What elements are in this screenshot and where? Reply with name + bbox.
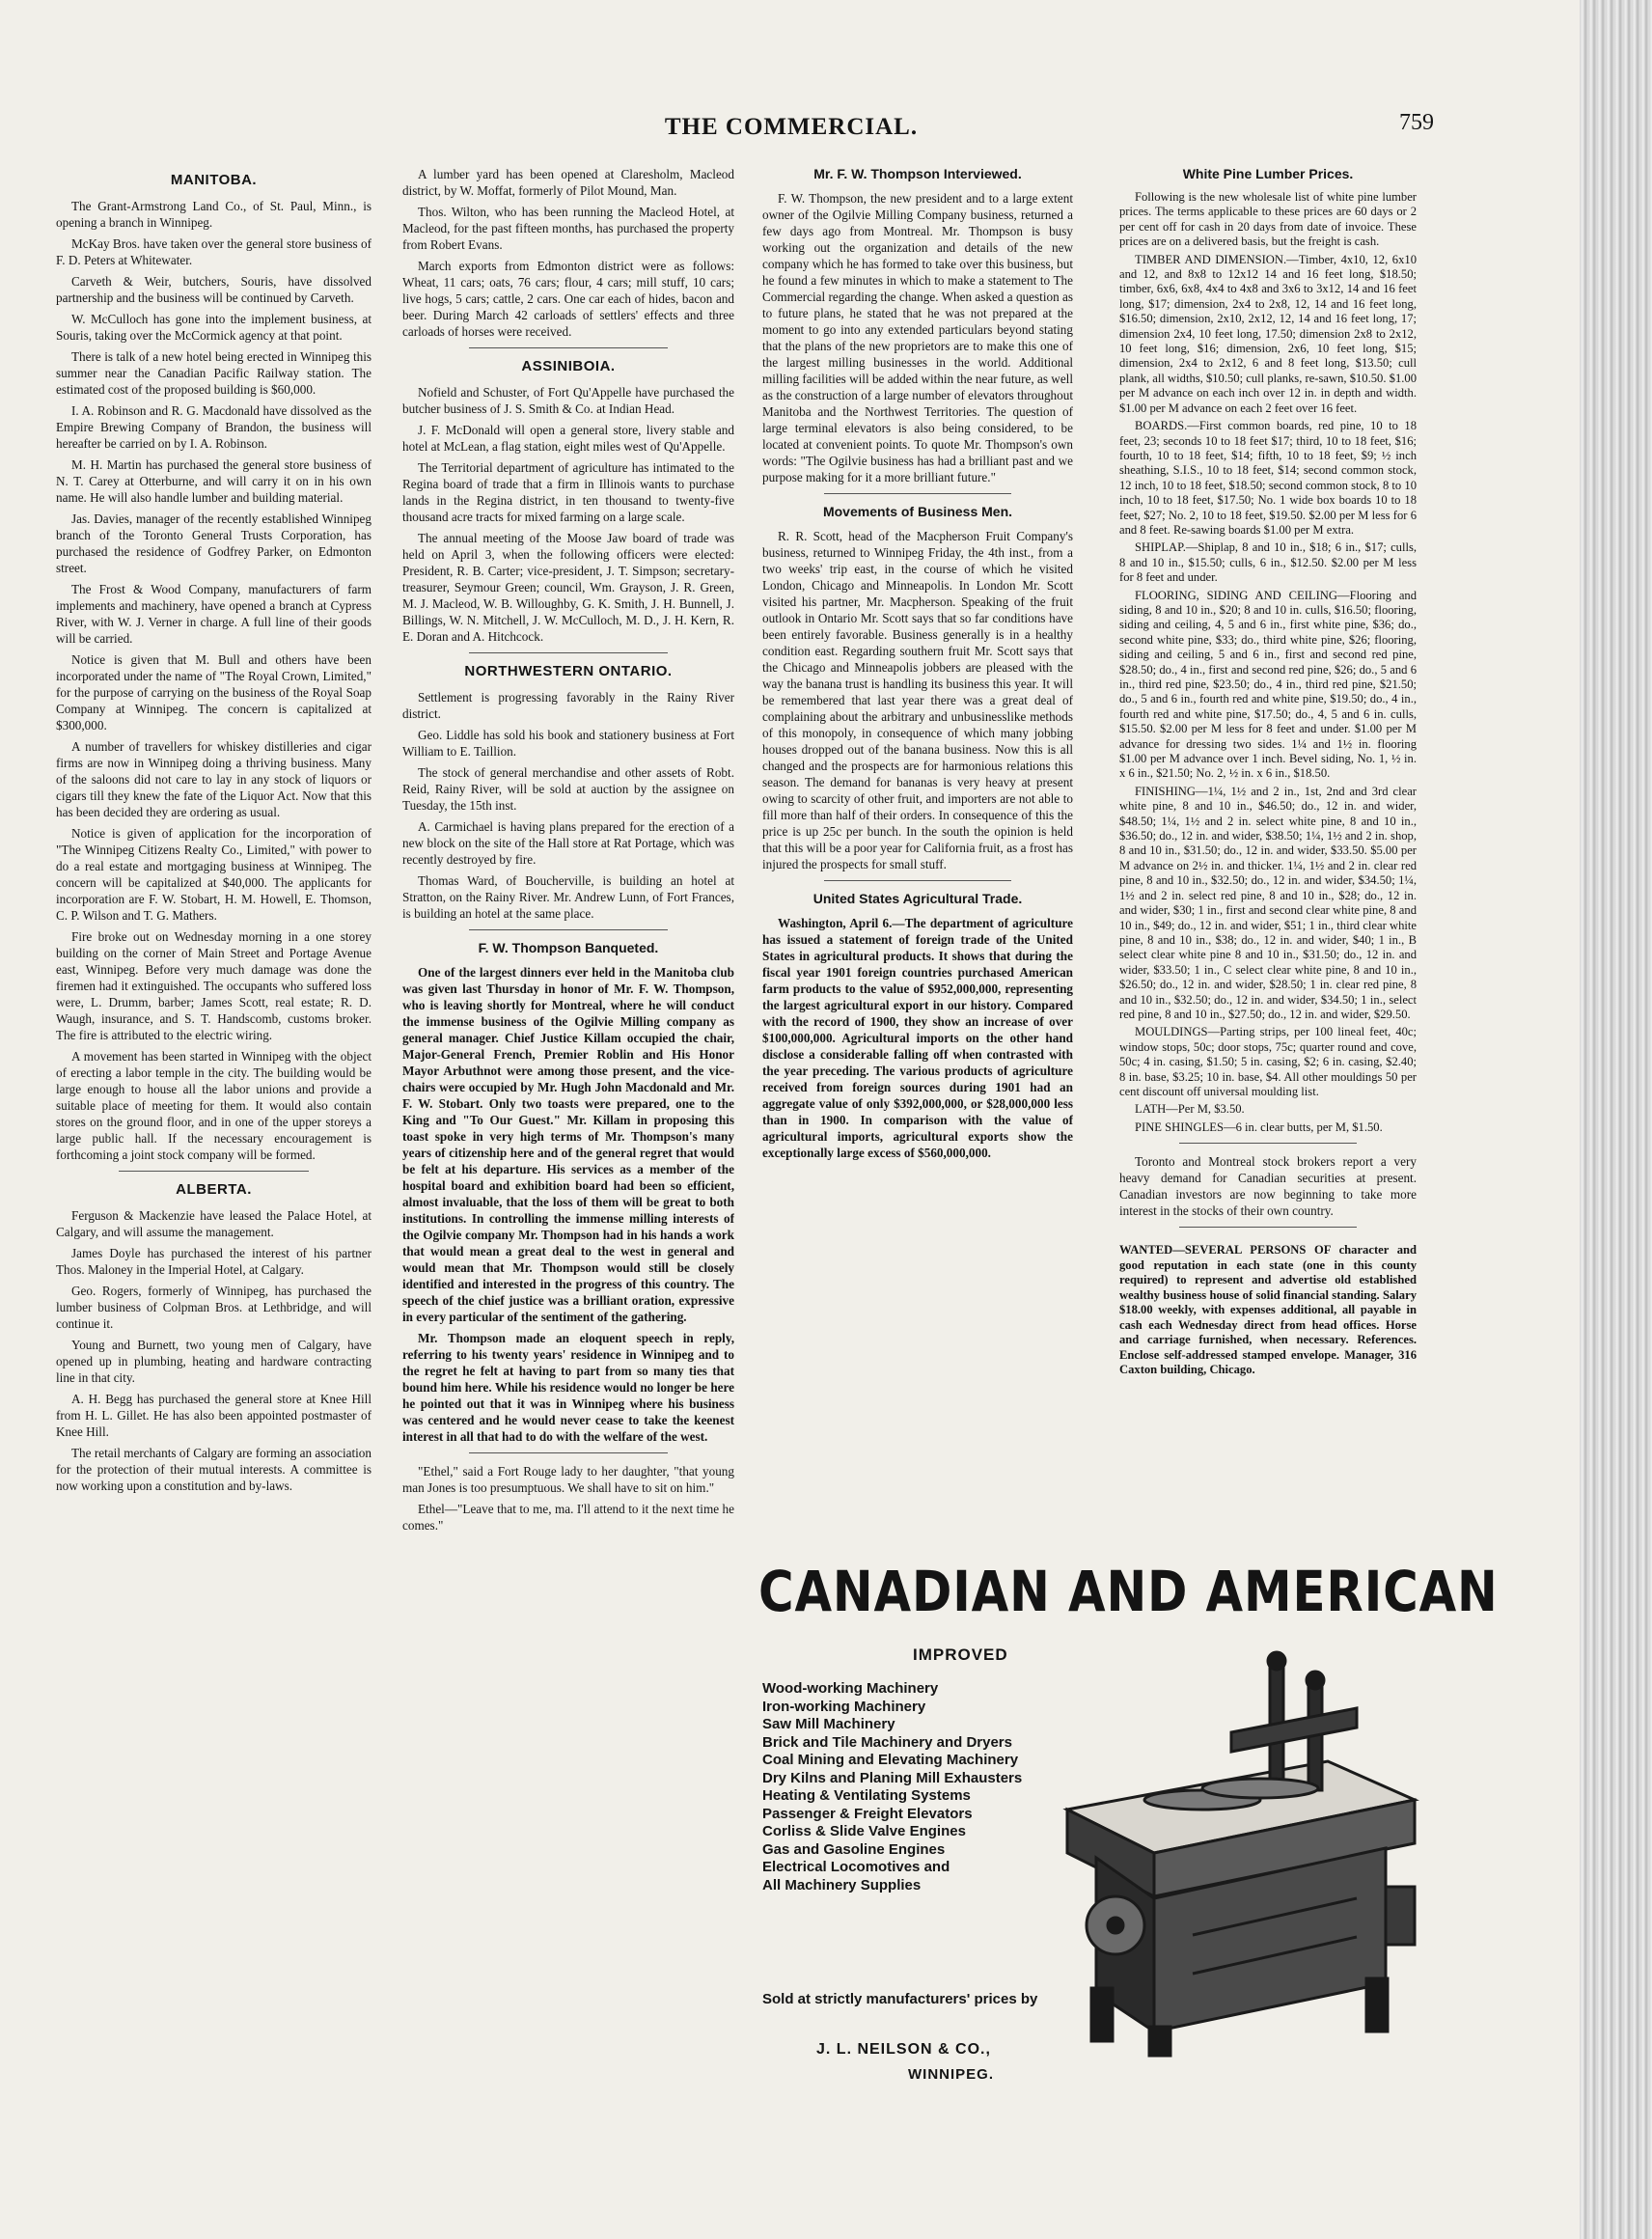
article-paragraph: A number of travellers for whiskey distilleries and cigar firms are now in Winnipeg doing a thriving business. Many of the saloons did not care to lay in any stock of liquors or cigars till they knew the fate of the Liquor Act. Now that this has been decided they are ordering as usual. [56,739,372,819]
price-paragraph: FINISHING—1¼, 1½ and 2 in., 1st, 2nd and 3rd clear white pine, 8 and 10 in., $46.50; do., 12 in. and wider, $48.50; 1¼, 1½ and 2 in. select white pine, 8 and 10 in., $36.50; do., 12 in. and wider, $38.50; 1¼, 1½ and 2 in. shop, 8 and 10 in., $31.50; do., 12 in. and wider, $33.50. $5.00 per M advance on 2½ in. and thicker. 1¼, 1½ and 2 in. clear red pine, 8 and 10 in., $32.50; do., 12 in. and wider, $34.50; 1¼, 1½ and 2 in. select red pine, 8 and 10 in., $28; do., 12 in. and wider, $30; 1 in., first and second clear white pine, 8 and 10 in., $49; do., 12 in. and wider, $51; 1 in., third clear white pine, 8 and 10 in., $38; do., 12 in. and wider, $40; 1 in., B select clear white pine 8 and 10 in., $31.50; do., 12 in. and wider, $33.50; 1 in., C select clear white pine, 8 and 10 in., $26.50; do., 12 in. and wider, $28.50; 1 in. clear red pine, 8 and 10 in., $32.50; do., 12 in. and wider, $34.50; 1 in., select red pine, 8 and 10 in., $27.50; do., 12 in. and wider, $29.50. [1119,784,1417,1021]
wanted-notice [1119,1243,1417,1378]
section-divider [824,493,1010,494]
article-paragraph: A. H. Begg has purchased the general store at Knee Hill from H. L. Gillet. He has also been appointed postmaster of Knee Hill. [56,1392,372,1439]
planing-machine-illustration [1038,1645,1424,2060]
ad-item: Gas and Gasoline Engines [762,1840,946,1858]
article-paragraph: Mr. Thompson made an eloquent speech in reply, referring to his twenty years' residence in Winnipeg and to the regret he felt at having to part from so many ties that bound him here. While his residence would no longer be here he pointed out that it was in Winnipeg where his business was centered and he would never cease to take the keenest interest in all that had to do with the welfare of the west. [402,1331,734,1444]
section-divider [1179,1227,1358,1228]
section-divider [469,1452,668,1453]
price-paragraph: TIMBER AND DIMENSION.—Timber, 4x10, 12, 6x10 and 12, and 8x8 to 12x12 14 and 16 feet long, $18.50; timber, 6x6, 6x8, 4x4 to 4x8 and 3x6 to 3x12, 14 and 16 feet long, $17; dimension, 2x4 to 2x8, 12, 14 and 16 feet long, $16.50; dimension, 2x10, 2x12, 12, 14 and 16 feet long, 17; dimension 2x4, 10 feet long, 17.50; dimension 2x8 to 2x12, 10 feet long, $16; dimension, 2x6, 10 feet long, $15; dimension, 2x4 to 2x12, 6 and 8 feet long, $13.50; cull plank, all widths, $10.50; cull planks, re-sawn, $10.50. $1.00 per M advance on each inch over 12 in. in depth and width. $1.00 per M advance on each 2 feet over 16 feet. [1119,252,1417,415]
section-heading-nw-ontario: NORTHWESTERN ONTARIO. [464,663,673,679]
article-paragraph: March exports from Edmonton district were as follows: Wheat, 11 cars; oats, 76 cars; flour, 4 cars; mill stuff, 10 cars; live hogs, 5 cars; cattle, 2 cars. One car each of hides, bacon and beer. During March 42 carloads of settlers' effects and three carloads of horses were received. [402,259,734,339]
article-paragraph: There is talk of a new hotel being erected in Winnipeg this summer near the Canadian Pacific Railway station. The estimated cost of the proposed building is $60,000. [56,349,372,397]
article-paragraph: W. McCulloch has gone into the implement business, at Souris, taking over the McCormick agency at that point. [56,312,372,343]
price-paragraph: BOARDS.—First common boards, red pine, 10 to 18 feet, 23; seconds 10 to 18 feet $17; third, 10 to 18 feet, $16; fourth, 10 to 18 feet, $14; fifth, 10 to 18 feet, $9; ½ inch sheathing, S.I.S., 10 to 18 feet, $14; second common stock, 12 inch, 10 to 18 feet, $18.50; second common stock, 8 to 10 inch, 10 to 18 feet, $17.50; No. 1 wide box boards 10 to 18 feet, $27; No. 2, 10 to 18 feet, $19.50. $2.00 per M less for 6 and 8 feet. Re-sawing boards $1.00 per M extra. [1119,419,1417,537]
article-paragraph: Ferguson & Mackenzie have leased the Palace Hotel, at Calgary, and will assume the management. [56,1208,372,1239]
ad-item: Corliss & Slide Valve Engines [762,1823,966,1839]
ad-item: Wood-working Machinery [762,1680,939,1697]
article-paragraph: The Territorial department of agriculture has intimated to the Regina board of trade that a firm in Illinois wants to purchase lands in the Regina district, in ten thousand to twenty-five thousand acre tracts for mixed farming on a large scale. [402,460,734,524]
section-heading-alberta: ALBERTA. [176,1181,252,1198]
column-2 [402,166,734,2212]
trade-article [762,915,1073,1161]
section-divider [119,1171,308,1172]
manitoba-articles [56,198,372,1163]
article-heading-trade: United States Agricultural Trade. [812,891,1023,906]
article-paragraph: Young and Burnett, two young men of Calgary, have opened up in plumbing, heating and hardware contracting line in that city. [56,1338,372,1385]
ad-item: All Machinery Supplies [762,1876,922,1893]
ad-item: Electrical Locomotives and [762,1859,950,1875]
article-paragraph: The stock of general merchandise and other assets of Robt. Reid, Rainy River, will be sold at auction by the assignee on Tuesday, the 15th inst. [402,765,734,813]
article-paragraph: M. H. Martin has purchased the general store business of N. T. Carey at Otterburne, and will carry it on in his own name. He will also handle lumber and building material. [56,457,372,505]
lumber-price-list [1119,190,1417,1135]
ad-firm-name: J. L. NEILSON & CO., [816,2041,991,2058]
column-1 [56,166,372,2212]
article-heading-movements: Movements of Business Men. [822,504,1013,519]
price-paragraph: LATH—Per M, $3.50. [1135,1102,1245,1117]
article-heading-prices: White Pine Lumber Prices. [1182,166,1354,181]
article-paragraph: Thos. Wilton, who has been running the Macleod Hotel, at Macleod, for the past fifteen months, has purchased the property from Robert Evans. [402,205,734,252]
article-paragraph: Carveth & Weir, butchers, Souris, have dissolved partnership and the business will be continued by Carveth. [56,274,372,305]
article-paragraph: Geo. Rogers, formerly of Winnipeg, has purchased the lumber business of Colpman Bros. at Lethbridge, and will continue it. [56,1284,372,1331]
price-paragraph: PINE SHINGLES—6 in. clear butts, per M, $1.50. [1135,1120,1383,1134]
ad-item: Heating & Ventilating Systems [762,1787,971,1804]
section-heading-manitoba: MANITOBA. [170,172,258,188]
section-divider [469,347,668,348]
article-paragraph: Nofield and Schuster, of Fort Qu'Appelle have purchased the butcher business of J. S. Smith & Co. at Indian Head. [402,385,734,416]
article-paragraph: Notice is given that M. Bull and others have been incorporated under the name of "The Royal Crown, Limited," for the purpose of carrying on the business of the Royal Soap Company at Winnipeg. The concern is capitalized at $300,000. [56,652,372,733]
article-paragraph: The Grant-Armstrong Land Co., of St. Paul, Minn., is opening a branch in Winnipeg. [56,199,372,230]
section-divider [1179,1143,1358,1144]
article-paragraph: Jas. Davies, manager of the recently established Winnipeg branch of the Toronto General Trusts Corporation, has purchased the residence of Godfrey Parker, on Edmonton street. [56,511,372,575]
article-paragraph: Washington, April 6.—The department of agriculture has issued a statement of foreign trade of the United States in agricultural products. It shows that during the fiscal year 1901 foreign countries purchased American farm products to the value of $952,000,000, representing the largest agricultural export in our history. Compared with the record of 1900, they show an increase of over $100,000,000. Agricultural imports on the other hand disclose a considerable falling off when contrasted with the year preceding. The various products of agriculture received from foreign sources during 1901 had an aggregate value of only $392,000,000, or $28,000,000 less than in 1900. In comparison with the value of agricultural imports, agricultural exports show the exceptionally large excess of $560,000,000. [762,916,1073,1160]
section-heading-assiniboia: ASSINIBOIA. [521,358,616,374]
column-3 [762,166,1073,1556]
price-intro: Following is the new wholesale list of white pine lumber prices. The terms applicable to these prices are 60 days or 2 per cent off for cash in 20 days from date of invoice. These prices are on a delivered basis, but the freight is cash. [1119,190,1417,249]
wanted-text: WANTED—SEVERAL PERSONS OF character and good reputation in each state (one in this county required) to represent and advertise old established wealthy business house of solid financial standing. Salary $18.00 weekly, with expenses additional, all payable in cash each Wednesday direct from head offices. Horse and carriage furnished, when necessary. References. Enclose self-addressed stamped envelope. Manager, 316 Caxton building, Chicago. [1119,1243,1417,1377]
ad-subhead: IMPROVED [913,1645,1008,1664]
article-paragraph: Settlement is progressing favorably in the Rainy River district. [402,690,734,721]
article-paragraph: James Doyle has purchased the interest of his partner Thos. Maloney in the Imperial Hotel, at Calgary. [56,1246,372,1277]
alberta-articles [56,1207,372,1494]
ad-item: Passenger & Freight Elevators [762,1805,973,1822]
ad-item-list [762,1680,1042,1894]
running-title: THE COMMERCIAL. [664,114,919,140]
article-paragraph: J. F. McDonald will open a general store, livery stable and hotel at McLean, a flag station, eight miles west of Qu'Appelle. [402,423,734,454]
article-paragraph: The Frost & Wood Company, manufacturers of farm implements and machinery, have opened a branch at Cypress River, with W. J. Verner in charge. A full line of their goods will be carried. [56,582,372,646]
article-heading-interviewed: Mr. F. W. Thompson Interviewed. [813,166,1022,181]
article-paragraph: The annual meeting of the Moose Jaw board of trade was held on April 3, when the following officers were elected: President, R. B. Carter; vice-president, J. T. Simpson; secretary-treasurer, Seymour Green; council, Wm. Grayson, J. R. Green, M. J. Macleod, W. B. Willoughby, G. K. Smith, J. H. Bunnell, J. Billings, W. N. Mitchell, J. W. McCulloch, M. D., J. H. Kern, R. E. Doran and A. Hitchcock. [402,531,734,644]
article-paragraph: F. W. Thompson, the new president and to a large extent owner of the Ogilvie Milling Company business, returned a few days ago from Montreal. Mr. Thompson is busy working out the organization and details of the new company which he has formed to take over this business, but he found a few minutes in which to make a statement to The Commercial regarding the change. When asked a question as to future plans, he stated that he was not prepared at the moment to go into any extended particulars beyond stating that the plans of the new proprietors are to make this one of the largest milling businesses in the world. Additional milling facilities will be added within the near future, as well as the construction of a large number of elevators throughout Manitoba and the Northwest Territories. The question of large terminal elevators is also being considered, to be located at convenient points. To quote Mr. Thompson's own words: "The Ogilvie business has had a brilliant past and we purpose making for it a more brilliant future." [762,191,1073,484]
article-paragraph: A movement has been started in Winnipeg with the object of erecting a labor temple in the city. The building would be large enough to house all the labor unions and provide a suitable place of meeting for them. It would also contain stores on the ground floor, and in one of the upper storeys a large public hall. If the necessary encouragement is forthcoming a joint stock company will be formed. [56,1049,372,1162]
page-number: 759 [1399,110,1434,135]
article-paragraph: A lumber yard has been opened at Claresholm, Macleod district, by W. Moffat, formerly of Pilot Mound, Man. [402,167,734,198]
section-divider [469,652,668,653]
ad-item: Coal Mining and Elevating Machinery [762,1752,1019,1768]
article-paragraph: One of the largest dinners ever held in the Manitoba club was given last Thursday in honor of Mr. F. W. Thompson, who is leaving shortly for Montreal, where he will conduct the immense business of the Ogilvie Milling company as general manager. Chief Justice Killam occupied the chair, Major-General French, Premier Roblin and His Honor Mayor Arbuthnot were among those present, and the vice-chairs were occupied by Mr. Hugh John Macdonald and Mr. F. W. Stobart. Only two toasts were prepared, one to the King and "To Our Guest." Mr. Killam in proposing this toast spoke in very high terms of Mr. Thompson's many years of citizenship here and of the general regret that would be felt at his departure. His services as a member of the hospital board and exhibition board had been so efficient, almost invaluable, that the loss of them will be great to both institutions. In controlling the immense milling interests of the Ogilvie company Mr. Thompson had in his hands a work that would mean a great deal to the west in general and would mean that Mr. Thompson would still be closely identified and interested in the progress of this country. The speech of the chief justice was a brilliant oration, expressive in every particular of the sentiment of the gathering. [402,965,734,1324]
article-paragraph: Toronto and Montreal stock brokers report a very heavy demand for Canadian securities at present. Canadian investors are now beginning to take more interest in the stocks of their own country. [1119,1154,1417,1219]
ad-headline: CANADIAN AND AMERICAN [758,1559,1499,1624]
article-paragraph: R. R. Scott, head of the Macpherson Fruit Company's business, returned to Winnipeg Friday, the 4th inst., from a two weeks' trip east, in the course of which he visited London, Chicago and Minneapolis. In London Mr. Scott visited his partner, Mr. Macpherson. Speaking of the fruit outlook in Ontario Mr. Scott says that so far conditions have been entirely favorable. Business generally is in a healthy condition east. Regarding southern fruit Mr. Scott says that the Chicago and Minneapolis jobbers are pleased with the way the banana trust is handling its business this year. It will be remembered that last year there was a great deal of complaining about the arbitrary and unbusinesslike methods of this monopoly, in consequence of which many jobbing houses dropped out of the banana business. Now this is all changed and the prospects are for harmonious relations this season. The demand for bananas is very heavy at present owing to scarcity of other fruit, and importers are not able to fill more than half of their orders. In consequence of this the price is up 25c per bunch. In the south the opinion is held that this will be a poor year for California fruit, as a frost has injured the prospects for small stuff. [762,529,1073,871]
article-paragraph: The retail merchants of Calgary are forming an association for the protection of their mutual interests. A committee is now working upon a constitution and by-laws. [56,1446,372,1493]
article-paragraph: Notice is given of application for the incorporation of "The Winnipeg Citizens Realty Co., Limited," with power to do a real estate and mortgaging business at Winnipeg. The concern will be capitalized at $40,000. The applicants for incorporation are F. W. Stobart, H. M. Howell, E. Thomson, C. P. Wilson and T. G. Mathers. [56,826,372,923]
section-divider [824,880,1010,881]
machinery-advertisement [758,1559,1499,2099]
price-paragraph: FLOORING, SIDING AND CEILING—Flooring and siding, 8 and 10 in., $20; 8 and 10 in. culls, $16.50; flooring, siding and ceiling, 4, 5 and 6 in., first white pine, $36; do., second white pine, $33; do., third white pine, $26; flooring, siding and ceiling, 5 and 6 in., first and second red pine, $28.50; do., 4 in., first and second red pine, $26; do., 5 and 6 in., third red pine, $23.50; do., 4 in., third red pine, $21.50; do., 5 and 6 in., fourth red and white pine, $19.50; do., 4 in., fourth red and white pine, $17.50; do., 4, 5 and 6 in. culls, $15.50. $2.00 per M less for 8 feet and under. $1.00 per M advance for dressing two sides. 1¼ and 1½ in. flooring $1.00 per M advance over 1 inch. Bevel siding, No. 1, ½ in. x 6 in., $21.50; No. 2, ½ in. x 6 in., $18.50. [1119,588,1417,781]
price-paragraph: MOULDINGS—Parting strips, per 100 lineal feet, 40c; window stops, 50c; door stops, 75c; quarter round and cove, 50c; 4 in. casing, $1.50; 5 in. casing, $2; 6 in. casing, $2.40; 8 in. base, $3.25; 10 in. base, $4. All other mouldings 50 per cent discount off universal moulding list. [1119,1025,1417,1098]
section-divider [469,929,668,930]
article-paragraph: I. A. Robinson and R. G. Macdonald have dissolved as the Empire Brewing Company of Brandon, the business will hereafter be carried on by I. A. Robinson. [56,403,372,451]
ad-item: Saw Mill Machinery [762,1716,895,1732]
price-paragraph: SHIPLAP.—Shiplap, 8 and 10 in., $18; 6 in., $17; culls, 8 and 10 in., $15.50; culls, 6 in., $12.50. $2.00 per M less for 8 feet and under. [1119,540,1417,585]
article-paragraph: Thomas Ward, of Boucherville, is building an hotel at Stratton, on the Rainy River. Mr. Andrew Lunn, of Fort Frances, is building an hotel at the same place. [402,873,734,921]
article-paragraph: Fire broke out on Wednesday morning in a one storey building on the corner of Main Street and Portage Avenue east, Winnipeg. Before very much damage was done the firemen had it extinguished. The occupants who suffered loss were, L. Drumm, barber; James Scott, real estate; R. D. Waugh, insurance, and S. T. Handscomb, customs broker. The fire is attributed to the electric wiring. [56,929,372,1042]
column-4 [1119,166,1417,1556]
article-paragraph: "Ethel," said a Fort Rouge lady to her daughter, "that young man Jones is too presumptuous. We shall have to sit on him." [402,1464,734,1495]
article-heading-banquet: F. W. Thompson Banqueted. [478,940,659,955]
ad-item: Brick and Tile Machinery and Dryers [762,1733,1012,1751]
article-paragraph: Geo. Liddle has sold his book and stationery business at Fort William to E. Taillion. [402,728,734,759]
banquet-article [402,964,734,1445]
article-paragraph: McKay Bros. have taken over the general store business of F. D. Peters at Whitewater. [56,236,372,267]
ad-sold-by: Sold at strictly manufacturers' prices by [762,1991,1038,2007]
ad-item: Iron-working Machinery [762,1698,926,1715]
article-paragraph: A. Carmichael is having plans prepared for the erection of a new block on the site of the Hall store at Rat Portage, which was recently destroyed by fire. [402,819,734,867]
article-paragraph: Ethel—"Leave that to me, ma. I'll attend to it the next time he comes." [402,1502,734,1533]
ad-item: Dry Kilns and Planing Mill Exhausters [762,1769,1023,1786]
scanned-page-edge [1580,0,1652,2239]
ad-city: WINNIPEG. [908,2066,995,2083]
